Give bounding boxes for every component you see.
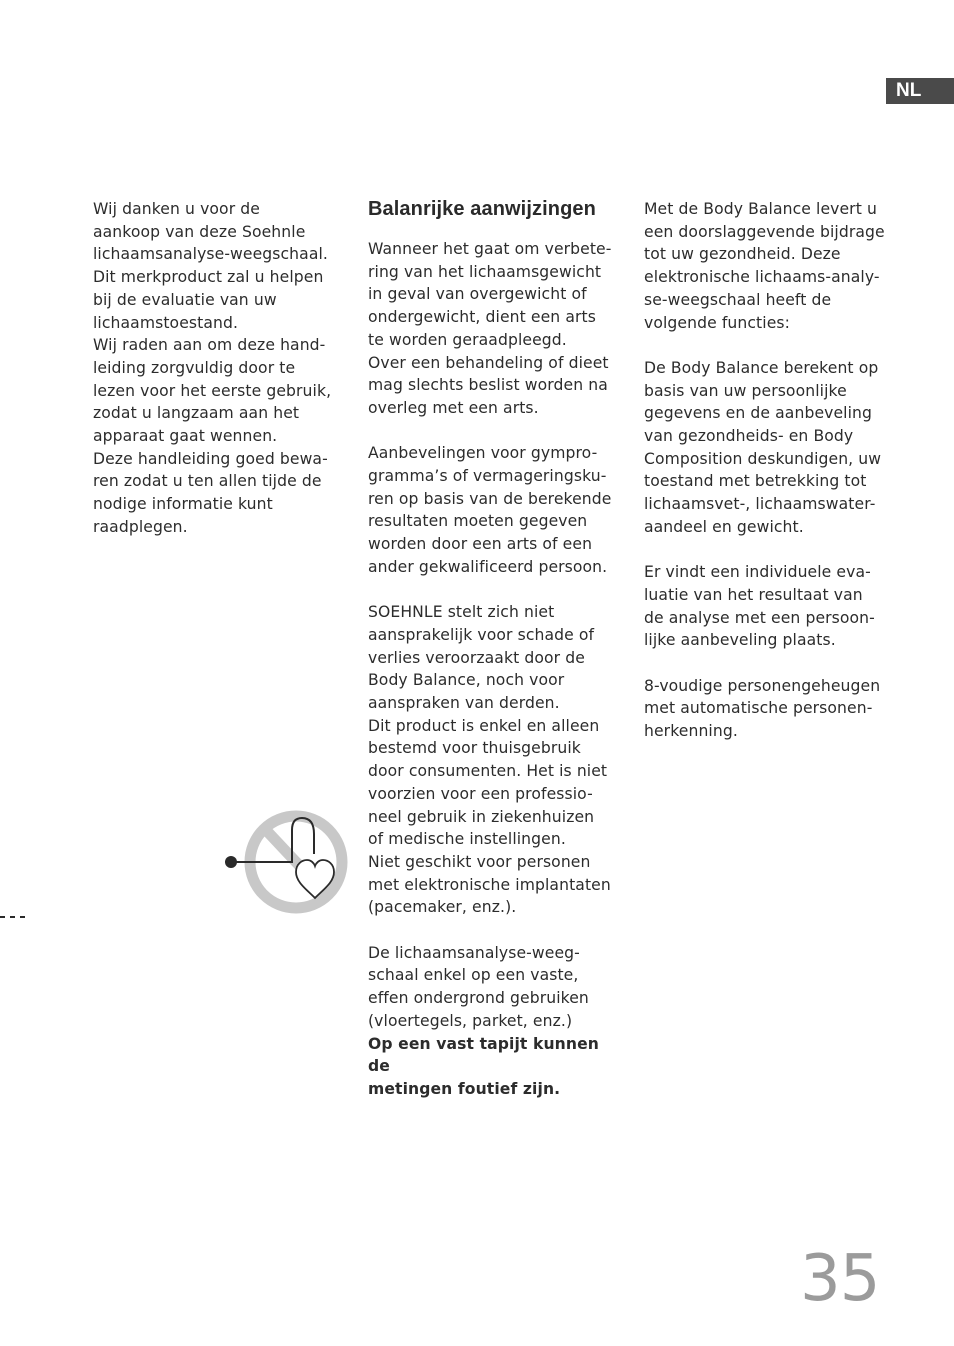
advice-paragraph-1: Wanneer het gaat om verbete- ring van het lichaamsgewicht in geval van overgewicht of ondergewicht, dient een arts te worden geraadpleegd. Over een behandeling of dieet mag slechts beslist worden na overleg met een arts. [368,240,612,417]
no-pacemaker-icon [222,806,352,918]
advice-paragraph-3: SOEHNLE stelt zich niet aansprakelijk voor schade of verlies veroorzaakt door de Body Balance, noch voor aanspraken van derden. Dit product is enkel en alleen bestemd voor thuisgebruik door consumenten. Het is niet voorzien voor een professio- neel gebruik in ziekenhuizen of medische instellingen. Niet geschikt voor personen met elektronische implantaten (pacemaker, enz.). [368,603,611,917]
cut-mark [0,915,26,919]
advice-paragraph-2: Aanbevelingen voor gympro- gramma’s of vermageringsku- ren op basis van de berekende resultaten moeten gegeven worden door een arts of een ander gekwalificeerd persoon. [368,444,612,576]
functions-paragraph-3: Er vindt een individuele eva- luatie van het resultaat van de analyse met een persoon- lijke aanbeveling plaats. [644,563,875,650]
functions-paragraph-4: 8-voudige personengeheugen met automatische personen- herkenning. [644,676,881,741]
language-tab: NL [886,78,954,104]
intro-paragraph: Wij danken u voor de aankoop van deze Soehnle lichaamsanalyse-weegschaal. Dit merkproduct zal u helpen bij de evaluatie van uw lichaamstoestand. Wij raden aan om deze hand- leiding zorgvuldig door te lezen voor het eerste gebruik, zodat u langzaam aan het apparaat gaat wennen. Deze handleiding goed bewa- ren zodat u ten allen tijde de nodige informatie kunt raadplegen. [93,200,332,536]
column-advice [368,198,626,1101]
advice-paragraph-4: De lichaamsanalyse-weeg- schaal enkel op een vaste, effen ondergrond gebruiken (vloertegels, parket, enz.) [368,943,589,1030]
column-intro [93,198,343,539]
functions-paragraph-1: Met de Body Balance levert u een doorslaggevende bijdrage tot uw gezondheid. Deze elektronische lichaams-analy- se-weegschaal heeft de volgende functies: [644,200,885,332]
page-number: 35 [800,1242,880,1316]
column-functions [644,198,904,743]
functions-paragraph-2: De Body Balance berekent op basis van uw persoonlijke gegevens en de aanbeveling van gezondheids- en Body Composition deskundigen, uw toestand met betrekking tot lichaamsvet-, lichaamswater- aandeel en gewicht. [644,358,882,536]
section-heading: Balanrijke aanwijzingen [368,198,596,220]
advice-warning-bold: Op een vast tapijt kunnen de metingen foutief zijn. [368,1034,599,1098]
